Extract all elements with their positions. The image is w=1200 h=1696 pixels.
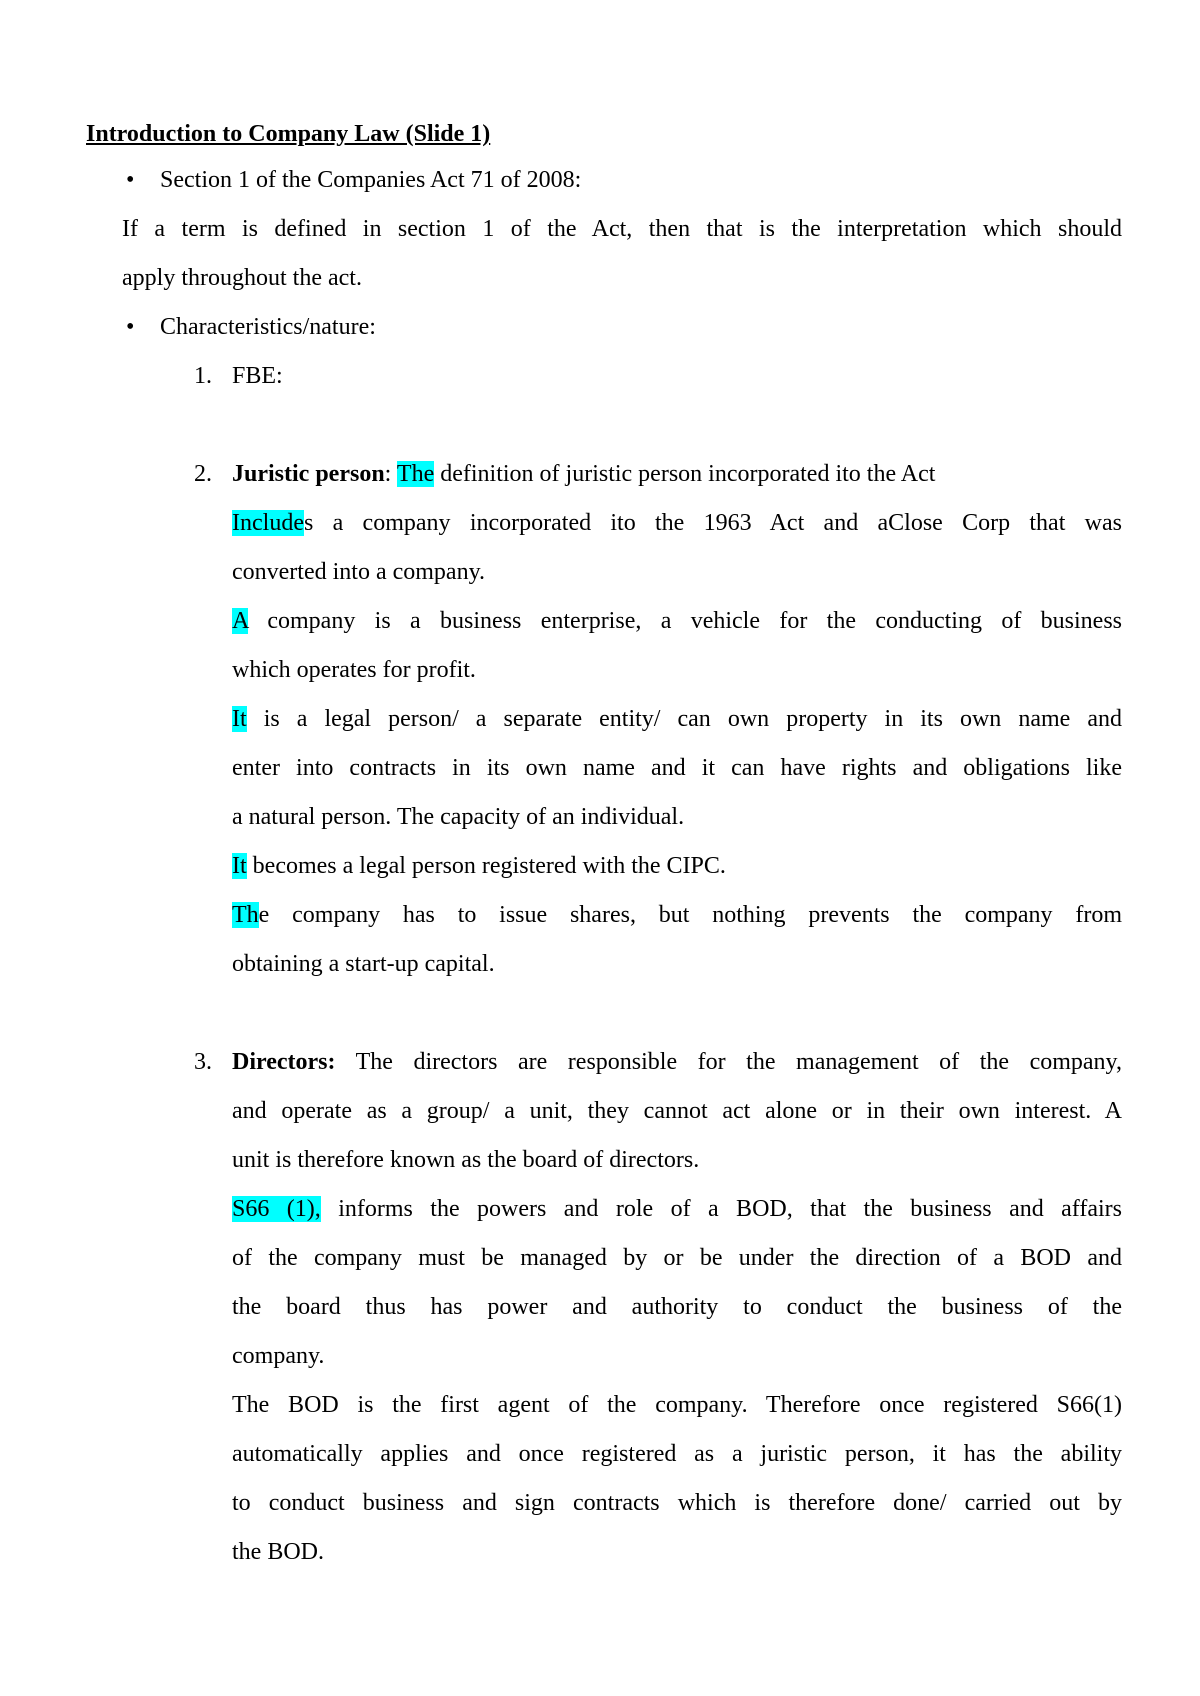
list-number: 1. — [194, 363, 212, 389]
item-line — [232, 507, 1122, 539]
item-line: obtaining a start-up capital. — [232, 951, 495, 977]
paragraph-line: If a term is defined in section 1 of the Act, then that is the interpretation which should — [122, 216, 1122, 242]
paragraph-line: apply throughout the act. — [122, 265, 362, 291]
list-item-juristic-person — [232, 458, 935, 490]
item-label: Juristic person — [232, 461, 385, 487]
item-line: the board thus has power and authority to conduct the business of the — [232, 1294, 1122, 1320]
item-text: s a company incorporated ito the 1963 Act and aClose Corp that was — [303, 510, 1122, 536]
item-line: to conduct business and sign contracts which is therefore done/ carried out by — [232, 1490, 1122, 1516]
item-line: converted into a company. — [232, 559, 486, 585]
item-line — [232, 850, 726, 882]
item-line: of the company must be managed by or be under the direction of a BOD and — [232, 1245, 1122, 1271]
item-line — [232, 899, 1122, 931]
item-text: is a legal person/ a separate entity/ can own property in its own name and — [246, 706, 1122, 732]
item-line — [232, 703, 1122, 735]
highlighted-text: A — [232, 608, 249, 634]
highlighted-text: Include — [232, 510, 304, 536]
item-text: The directors are responsible for the management of the company, — [335, 1049, 1122, 1075]
item-text: e company has to issue shares, but nothing prevents the company from — [258, 902, 1122, 928]
item-line: The BOD is the first agent of the company. Therefore once registered S66(1) — [232, 1392, 1122, 1418]
highlighted-text: The — [396, 461, 435, 487]
item-line — [232, 1193, 1122, 1225]
highlighted-text: It — [232, 853, 247, 879]
highlighted-text: Th — [232, 902, 259, 928]
item-label: Directors: — [232, 1049, 336, 1075]
list-number: 2. — [194, 461, 212, 487]
bullet-characteristics: Characteristics/nature: — [160, 314, 376, 340]
item-text: informs the powers and role of a BOD, that the business and affairs — [320, 1196, 1122, 1222]
item-line: a natural person. The capacity of an individual. — [232, 804, 685, 830]
item-line: unit is therefore known as the board of directors. — [232, 1147, 700, 1173]
item-line: automatically applies and once registered as a juristic person, it has the ability — [232, 1441, 1122, 1467]
item-label-colon: : — [384, 461, 397, 487]
bullet-section-1: Section 1 of the Companies Act 71 of 2008: — [160, 167, 582, 193]
list-item-directors — [232, 1046, 1122, 1078]
item-line: which operates for profit. — [232, 657, 476, 683]
item-line — [232, 605, 1122, 637]
highlighted-text: S66 (1), — [232, 1196, 321, 1222]
list-item-fbe: FBE: — [232, 363, 283, 389]
item-text: company is a business enterprise, a vehicle for the conducting of business — [248, 608, 1122, 634]
document-title: Introduction to Company Law (Slide 1) — [86, 121, 491, 147]
item-text: becomes a legal person registered with the CIPC. — [246, 853, 726, 879]
item-line: company. — [232, 1343, 325, 1369]
list-number: 3. — [194, 1049, 212, 1075]
item-line: and operate as a group/ a unit, they cannot act alone or in their own interest. A — [232, 1098, 1122, 1124]
highlighted-text: It — [232, 706, 247, 732]
bullet-marker: • — [126, 314, 135, 340]
bullet-marker: • — [126, 167, 135, 193]
item-line: enter into contracts in its own name and it can have rights and obligations like — [232, 755, 1122, 781]
item-line: the BOD. — [232, 1539, 324, 1565]
item-text: definition of juristic person incorporated ito the Act — [434, 461, 936, 487]
